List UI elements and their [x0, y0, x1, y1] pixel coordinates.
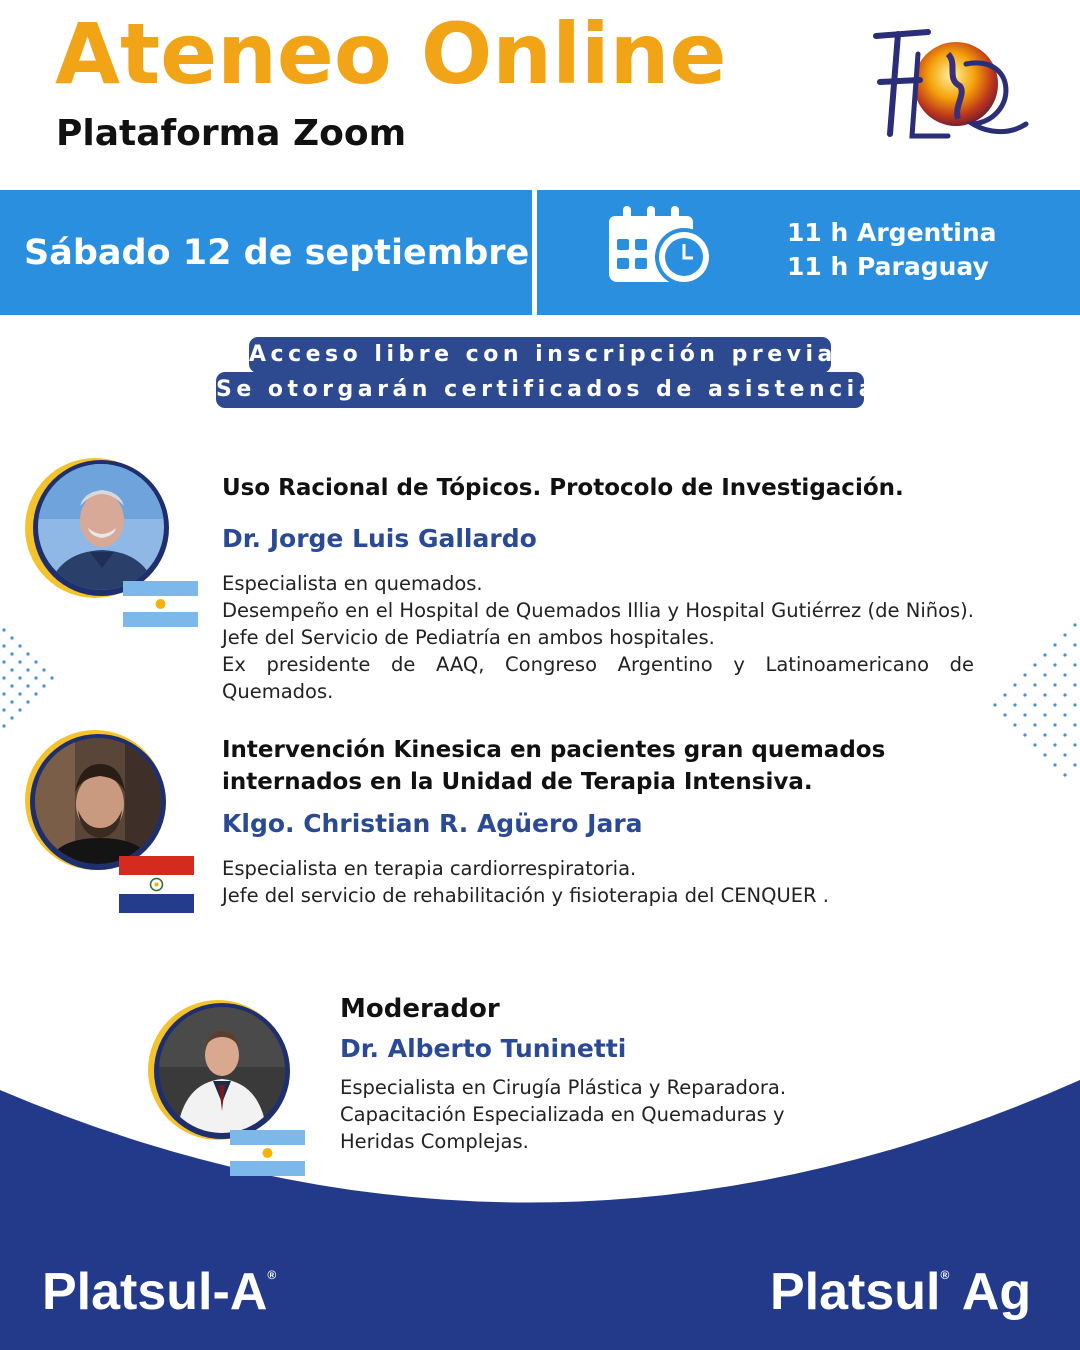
certificate-notice: Se otorgarán certificados de asistencia	[216, 372, 864, 408]
registration-notice: Acceso libre con inscripción previa	[249, 337, 831, 373]
bio-line: Especialista en Cirugía Plástica y Reparadora.	[340, 1076, 787, 1099]
speaker2-avatar	[25, 730, 170, 875]
talk2-speaker: Klgo. Christian R. Agüero Jara	[222, 809, 643, 838]
talk1-speaker: Dr. Jorge Luis Gallardo	[222, 524, 537, 553]
platsul-ag-logo	[770, 1262, 1031, 1322]
event-date: Sábado 12 de septiembre	[24, 232, 530, 273]
dots-decoration-right	[985, 615, 1080, 795]
registered-mark: ®	[267, 1268, 277, 1282]
event-times	[787, 216, 997, 284]
bio-line: Especialista en quemados.	[222, 572, 483, 595]
bio-line: Ex presidente de AAQ, Congreso Argentino y Latinoamericano de Quemados.	[222, 653, 974, 703]
date-panel	[0, 190, 532, 315]
talk1-bio	[222, 570, 974, 705]
talk1-title: Uso Racional de Tópicos. Protocolo de Investigación.	[222, 475, 904, 501]
paraguay-flag-icon	[119, 856, 194, 913]
bio-line: Capacitación Especializada en Quemaduras y	[340, 1103, 785, 1126]
bio-line: Desempeño en el Hospital de Quemados Illia y Hospital Gutiérrez (de Niños). Jefe del Servicio de Pediatría en ambos hospitales.	[222, 599, 974, 649]
calendar-clock-icon	[609, 206, 714, 288]
time-argentina: 11 h Argentina	[787, 218, 997, 247]
bio-line: Jefe del servicio de rehabilitación y fisioterapia del CENQUER .	[222, 884, 830, 907]
argentina-flag-icon	[123, 581, 198, 627]
speaker2-photo	[35, 738, 161, 864]
moderator-photo	[159, 1007, 285, 1133]
moderator-label: Moderador	[340, 994, 500, 1024]
bio-line: Heridas Complejas.	[340, 1130, 529, 1153]
argentina-flag-icon	[230, 1130, 305, 1176]
talk2-title-line: internados en la Unidad de Terapia Intensiva.	[222, 769, 813, 795]
date-bar	[0, 190, 1080, 315]
dots-decoration-left	[0, 610, 70, 750]
talk2-bio	[222, 855, 982, 909]
event-title: Ateneo Online	[55, 5, 727, 103]
registered-mark: ®	[940, 1268, 950, 1282]
moderator-bio	[340, 1074, 960, 1155]
talk2-title-line: Intervención Kinesica en pacientes gran quemados	[222, 737, 886, 763]
moderator-avatar	[148, 1000, 293, 1145]
brand-text: Platsul	[770, 1263, 941, 1321]
event-subtitle: Plataforma Zoom	[56, 113, 407, 154]
flq-logo	[868, 24, 1033, 154]
brand-text: Ag	[961, 1263, 1032, 1321]
talk2-title	[222, 734, 982, 798]
brand-text: Platsul-A	[42, 1263, 268, 1321]
time-paraguay: 11 h Paraguay	[787, 252, 989, 281]
time-panel	[537, 190, 1080, 315]
platsul-a-logo	[42, 1262, 276, 1322]
bio-line: Especialista en terapia cardiorrespiratoria.	[222, 857, 637, 880]
speaker1-photo	[38, 464, 164, 590]
moderator-name: Dr. Alberto Tuninetti	[340, 1034, 627, 1063]
